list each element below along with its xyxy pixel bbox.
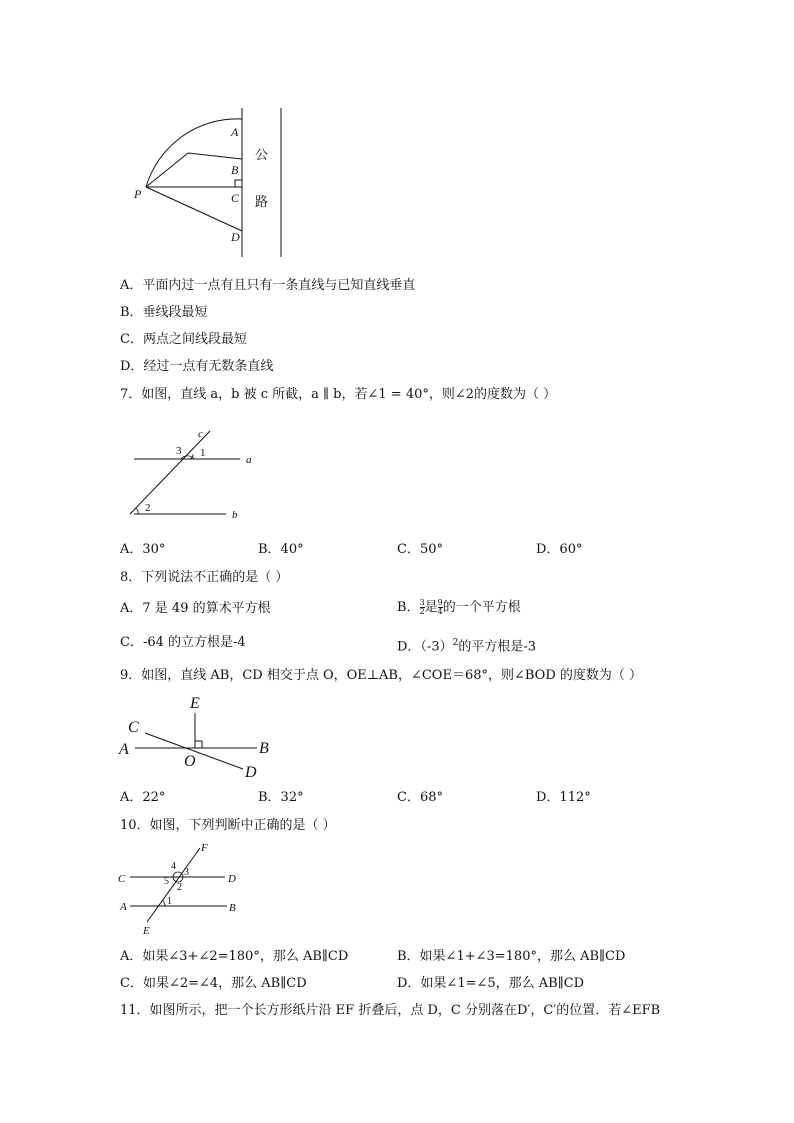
q6-option-a: A．平面内过一点有且只有一条直线与已知直线垂直 (120, 278, 416, 293)
q8-option-c: C．-64 的立方根是-4 (120, 635, 246, 650)
q9-option-b: B．32° (258, 790, 304, 805)
q9-option-d: D．112° (536, 790, 591, 805)
q10-option-d: D．如果∠1=∠5，那么 AB∥CD (397, 976, 585, 991)
q7-option-c: C．50° (397, 542, 443, 557)
q7-option-b: B．40° (258, 542, 304, 557)
label-F: F (201, 842, 208, 854)
line-c-label: c (198, 428, 203, 440)
q10-option-c: C．如果∠2=∠4，那么 AB∥CD (120, 976, 307, 991)
figure-q9 (115, 690, 285, 785)
label-O: O (184, 753, 196, 770)
angle-1-label: 1 (167, 896, 172, 907)
q8-option-d-prefix: D．（-3） (397, 639, 453, 655)
q9-stem: 9．如图，直线 AB，CD 相交于点 O，OE⊥AB，∠COE＝68°，则∠BOD 的度数为（ ） (120, 668, 643, 683)
figure-q6 (120, 100, 300, 265)
label-B: B (229, 902, 236, 914)
angle-4-label: 4 (171, 861, 176, 872)
q8-option-b-mid: 是 (424, 600, 438, 615)
q8-option-d (397, 635, 536, 655)
label-D: D (231, 230, 240, 244)
q10-option-a: A．如果∠3+∠2=180°，那么 AB∥CD (120, 949, 349, 964)
label-D: D (228, 873, 236, 885)
q8-option-d-suffix: 的平方根是-3 (458, 639, 536, 655)
label-B: B (259, 740, 269, 757)
q6-option-b: B．垂线段最短 (120, 305, 208, 320)
label-E: E (190, 695, 200, 712)
angle-2-label: 2 (145, 502, 151, 514)
label-C: C (118, 873, 126, 885)
label-C: C (231, 191, 240, 205)
label-A: A (120, 901, 127, 913)
line-b-label: b (232, 509, 238, 521)
label-A: A (231, 125, 239, 139)
label-C: C (128, 719, 139, 736)
road-char-gong: 公 (255, 147, 269, 162)
q8-stem: 8．下列说法不正确的是（ ） (120, 570, 289, 585)
label-A: A (119, 741, 129, 758)
figure-q7 (128, 425, 258, 525)
q8-option-b-prefix: B． (397, 600, 420, 615)
q9-option-c: C．68° (397, 790, 443, 805)
q7-option-d: D．60° (536, 542, 583, 557)
q7-option-a: A．30° (120, 542, 166, 557)
fraction-9-4: $\frac{9}{4}$ (437, 598, 443, 616)
q6-option-c: C．两点之间线段最短 (120, 332, 247, 347)
line-a-label: a (246, 454, 252, 466)
q6-option-d: D．经过一点有无数条直线 (120, 359, 274, 374)
road-char-lu: 路 (255, 194, 269, 209)
q9-option-a: A．22° (120, 790, 166, 805)
q8-option-d-sup: 2 (452, 638, 459, 648)
q10-option-b: B．如果∠1+∠3=180°，那么 AB∥CD (397, 949, 626, 964)
angle-3-label: 3 (176, 445, 182, 457)
angle-1-label: 1 (200, 447, 206, 459)
angle-5-label: 5 (164, 876, 169, 887)
q8-option-a: A．7 是 49 的算术平方根 (120, 601, 271, 616)
q8-option-b-suffix: 的一个平方根 (442, 600, 521, 615)
q7-stem: 7．如图，直线 a，b 被 c 所截，a ∥ b，若∠1 = 40°，则∠2的度数为（ ） (120, 387, 557, 402)
fraction-3-2: $\frac{3}{2}$ (419, 598, 425, 616)
label-B: B (231, 163, 239, 177)
angle-3-label: 3 (184, 867, 189, 878)
label-P: P (134, 187, 142, 201)
label-E: E (143, 925, 150, 937)
q8-option-b (397, 599, 521, 616)
q10-stem: 10．如图，下列判断中正确的是（ ） (120, 818, 336, 833)
label-D: D (245, 764, 257, 781)
q11-stem: 11．如图所示，把一个长方形纸片沿 EF 折叠后，点 D，C 分别落在D′，C′的位置．若∠EFB (120, 1003, 661, 1018)
angle-2-label: 2 (177, 882, 182, 893)
figure-q10 (115, 838, 245, 938)
